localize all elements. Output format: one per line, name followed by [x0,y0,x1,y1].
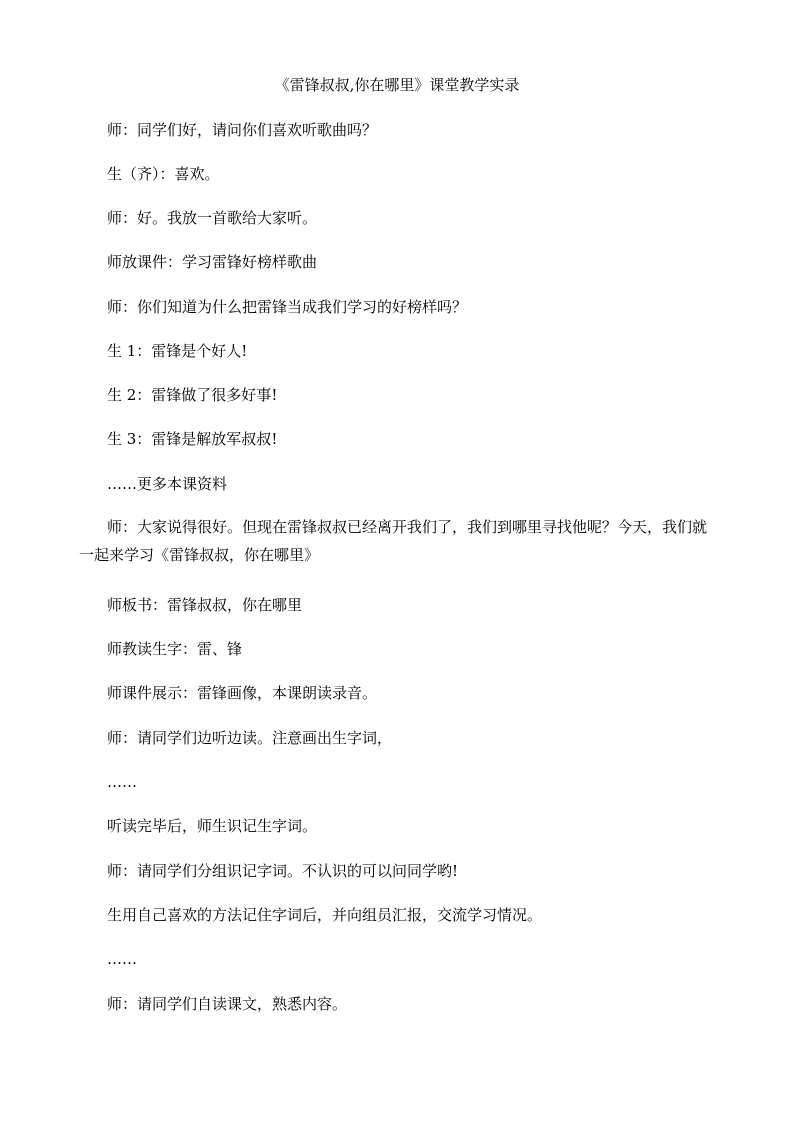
text-line: 生 1：雷锋是个好人! [107,342,248,360]
text-line: 师：请同学们分组识记字词。不认识的可以问同学哟! [107,862,459,880]
text-line: 师课件展示：雷锋画像，本课朗读录音。 [107,684,378,702]
text-line: 听读完毕后，师生识记生字词。 [107,817,318,835]
text-line: 师放课件：学习雷锋好榜样歌曲 [107,253,318,271]
text-paragraph: 师：大家说得很好。但现在雷锋叔叔已经离开我们了，我们到哪里寻找他呢？今天，我们就一起来学习《雷锋叔叔，你在哪里》 [79,518,708,564]
text-line: 生用自己喜欢的方法记住字词后，并向组员汇报，交流学习情况。 [107,906,543,924]
text-line: 师：请同学们边听边读。注意画出生字词， [107,729,393,747]
text-line: 师：你们知道为什么把雷锋当成我们学习的好榜样吗？ [107,298,468,316]
text-line: 师板书：雷锋叔叔，你在哪里 [107,596,303,614]
text-line: 师：请同学们自读课文，熟悉内容。 [107,995,348,1013]
text-line: …… [107,950,137,968]
document-title: 《雷锋叔叔,你在哪里》课堂教学实录 [274,76,520,94]
text-line: 生（齐）：喜欢。 [107,165,220,183]
text-line: 师：好。我放一首歌给大家听。 [107,209,318,227]
text-line: 师：同学们好，请问你们喜欢听歌曲吗？ [107,121,378,139]
text-line: 生 2：雷锋做了很多好事! [107,386,278,404]
text-line: …… [107,773,137,791]
text-line: 生 3：雷锋是解放军叔叔! [107,430,278,448]
text-line: 师教读生字：雷、锋 [107,640,243,658]
text-line: ……更多本课资料 [107,475,228,493]
